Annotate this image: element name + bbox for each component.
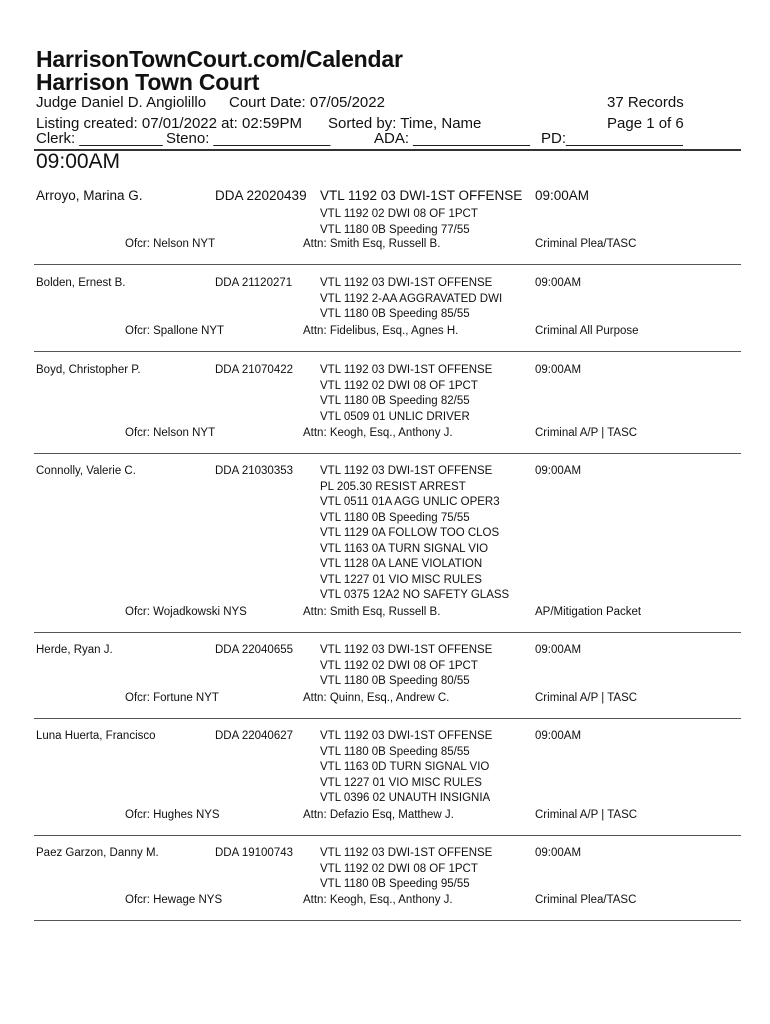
charge-line: VTL 1192 2-AA AGGRAVATED DWI xyxy=(320,292,503,305)
docket-number: DDA 21120271 xyxy=(215,277,293,289)
charge-line: VTL 1192 03 DWI-1ST OFFENSE xyxy=(320,730,493,742)
officer: Ofcr: Wojadkowski NYS xyxy=(125,606,247,618)
attorney: Attn: Quinn, Esq., Andrew C. xyxy=(303,692,450,704)
officer: Ofcr: Hughes NYS xyxy=(125,809,220,821)
charge-line: VTL 1192 03 DWI-1ST OFFENSE xyxy=(320,277,493,289)
docket-number: DDA 22040655 xyxy=(215,644,294,656)
charge-line: VTL 0375 12A2 NO SAFETY GLASS xyxy=(320,589,510,601)
charge-line: VTL 1227 01 VIO MISC RULES xyxy=(320,573,482,586)
appearance-time: 09:00AM xyxy=(535,465,582,477)
charge-line: VTL 1192 02 DWI 08 OF 1PCT xyxy=(320,379,478,392)
docket-number: DDA 21070422 xyxy=(215,364,294,376)
time-heading: 09:00AM xyxy=(36,150,121,173)
ada-field: ADA: ______________ xyxy=(374,130,530,147)
officer: Ofcr: Spallone NYT xyxy=(125,325,225,337)
record-divider xyxy=(34,835,741,836)
officer: Ofcr: Hewage NYS xyxy=(125,894,223,906)
record-divider xyxy=(34,718,741,719)
record-divider xyxy=(34,453,741,454)
case-status: Criminal A/P | TASC xyxy=(535,809,638,821)
charge-line: VTL 1180 0B Speeding 80/55 xyxy=(320,675,470,687)
charge-line: VTL 0396 02 UNAUTH INSIGNIA xyxy=(320,792,491,804)
sorted-by: Sorted by: Time, Name xyxy=(328,115,482,132)
court-date: Court Date: 07/05/2022 xyxy=(229,94,385,111)
charge-line: VTL 1192 03 DWI-1ST OFFENSE xyxy=(320,364,493,376)
records-count: 37 Records xyxy=(607,94,684,111)
appearance-time: 09:00AM xyxy=(535,644,582,656)
charge-line: VTL 1163 0D TURN SIGNAL VIO xyxy=(320,761,490,773)
charge-line: VTL 0511 01A AGG UNLIC OPER3 xyxy=(320,496,500,508)
charge-line: VTL 1192 03 DWI-1ST OFFENSE xyxy=(320,644,493,656)
appearance-time: 09:00AM xyxy=(535,277,582,289)
attorney: Attn: Smith Esq, Russell B. xyxy=(303,606,441,618)
charge-line: VTL 1163 0A TURN SIGNAL VIO xyxy=(320,542,489,555)
docket-number: DDA 22020439 xyxy=(215,188,307,203)
charge-line: VTL 1227 01 VIO MISC RULES xyxy=(320,776,482,789)
defendant-name: Boyd, Christopher P. xyxy=(36,364,141,376)
page-number: Page 1 of 6 xyxy=(607,115,684,132)
appearance-time: 09:00AM xyxy=(535,364,582,376)
record-divider xyxy=(34,632,741,633)
docket-number: DDA 21030353 xyxy=(215,465,294,477)
defendant-name: Arroyo, Marina G. xyxy=(36,188,143,203)
page-title-url: HarrisonTownCourt.com/Calendar xyxy=(36,46,403,72)
appearance-time: 09:00AM xyxy=(535,730,582,742)
charge-line: VTL 1129 0A FOLLOW TOO CLOS xyxy=(320,527,500,539)
judge-name: Judge Daniel D. Angiolillo xyxy=(36,94,207,111)
defendant-name: Luna Huerta, Francisco xyxy=(36,730,156,742)
clerk-field: Clerk: __________ xyxy=(36,130,163,147)
charge-line: PL 205.30 RESIST ARREST xyxy=(320,480,466,493)
record-divider xyxy=(34,920,741,921)
charge-line: VTL 1192 02 DWI 08 OF 1PCT xyxy=(320,208,478,220)
charge-line: VTL 1128 0A LANE VIOLATION xyxy=(320,558,483,570)
attorney: Attn: Smith Esq, Russell B. xyxy=(303,238,441,250)
defendant-name: Bolden, Ernest B. xyxy=(36,277,126,289)
attorney: Attn: Keogh, Esq., Anthony J. xyxy=(303,894,453,906)
charge-line: VTL 1192 03 DWI-1ST OFFENSE xyxy=(320,188,523,203)
charge-line: VTL 1180 0B Speeding 82/55 xyxy=(320,395,470,407)
docket-number: DDA 19100743 xyxy=(215,847,294,859)
officer: Ofcr: Nelson NYT xyxy=(125,427,216,439)
defendant-name: Herde, Ryan J. xyxy=(36,644,113,656)
steno-field: Steno: ______________ xyxy=(166,130,331,147)
attorney: Attn: Keogh, Esq., Anthony J. xyxy=(303,427,453,439)
charge-line: VTL 1180 0B Speeding 77/55 xyxy=(320,223,470,236)
pd-field: PD:______________ xyxy=(541,130,683,147)
charge-line: VTL 1192 03 DWI-1ST OFFENSE xyxy=(320,465,493,477)
case-status: Criminal Plea/TASC xyxy=(535,894,637,906)
charge-line: VTL 1192 02 DWI 08 OF 1PCT xyxy=(320,659,478,672)
record-divider xyxy=(34,351,741,352)
appearance-time: 09:00AM xyxy=(535,847,582,859)
case-status: Criminal Plea/TASC xyxy=(535,238,637,250)
charge-line: VTL 1180 0B Speeding 95/55 xyxy=(320,878,470,890)
officer: Ofcr: Nelson NYT xyxy=(125,238,216,250)
case-status: AP/Mitigation Packet xyxy=(535,606,642,618)
charge-line: VTL 1180 0B Speeding 75/55 xyxy=(320,511,470,524)
case-status: Criminal A/P | TASC xyxy=(535,692,638,704)
defendant-name: Paez Garzon, Danny M. xyxy=(36,847,159,859)
officer: Ofcr: Fortune NYT xyxy=(125,692,219,704)
appearance-time: 09:00AM xyxy=(535,188,590,203)
defendant-name: Connolly, Valerie C. xyxy=(36,465,136,477)
header-divider xyxy=(34,149,741,151)
attorney: Attn: Fidelibus, Esq., Agnes H. xyxy=(303,325,459,337)
case-status: Criminal All Purpose xyxy=(535,325,639,337)
docket-number: DDA 22040627 xyxy=(215,730,294,742)
charge-line: VTL 1192 03 DWI-1ST OFFENSE xyxy=(320,847,493,859)
charge-line: VTL 1180 0B Speeding 85/55 xyxy=(320,745,470,758)
charge-line: VTL 1192 02 DWI 08 OF 1PCT xyxy=(320,862,478,875)
attorney: Attn: Defazio Esq, Matthew J. xyxy=(303,809,454,821)
case-status: Criminal A/P | TASC xyxy=(535,427,638,439)
record-divider xyxy=(34,264,741,265)
page-title-court: Harrison Town Court xyxy=(36,69,260,95)
listing-created: Listing created: 07/01/2022 at: 02:59PM xyxy=(36,115,303,132)
charge-line: VTL 0509 01 UNLIC DRIVER xyxy=(320,410,470,423)
charge-line: VTL 1180 0B Speeding 85/55 xyxy=(320,308,470,320)
